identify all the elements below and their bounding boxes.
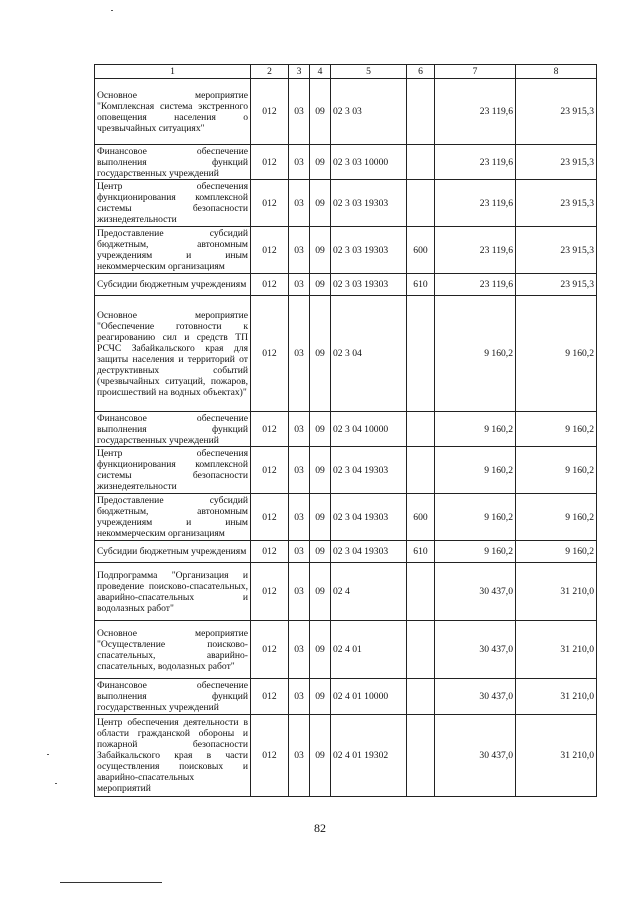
expense-type-cell	[407, 412, 435, 447]
expense-type-cell	[407, 621, 435, 679]
subsection-code-cell: 09	[310, 494, 331, 541]
item-name-cell: Центр обеспечения функционирования комплексной системы безопасности жизнедеятельности	[95, 447, 251, 494]
amount-year1-cell: 9 160,2	[435, 541, 516, 563]
table-row	[95, 180, 597, 227]
admin-code-cell: 012	[251, 145, 289, 180]
amount-year1-cell: 23 119,6	[435, 227, 516, 274]
subsection-code-cell: 09	[310, 541, 331, 563]
amount-year2-cell: 9 160,2	[516, 296, 597, 412]
header-cell: 8	[516, 65, 597, 79]
item-name-cell: Предоставление субсидий бюджетным, автономным учреждениям и иным некоммерческим организациям	[95, 494, 251, 541]
expense-type-cell	[407, 296, 435, 412]
admin-code-cell: 012	[251, 227, 289, 274]
amount-year1-cell: 23 119,6	[435, 274, 516, 296]
target-article-cell: 02 3 04 10000	[331, 412, 407, 447]
amount-year1-cell: 23 119,6	[435, 79, 516, 145]
section-code-cell: 03	[289, 412, 310, 447]
amount-year1-cell: 30 437,0	[435, 715, 516, 797]
admin-code-cell: 012	[251, 274, 289, 296]
amount-year2-cell: 9 160,2	[516, 447, 597, 494]
item-name-cell: Финансовое обеспечение выполнения функций государственных учреждений	[95, 145, 251, 180]
amount-year2-cell: 31 210,0	[516, 563, 597, 621]
table-row	[95, 715, 597, 797]
amount-year2-cell: 23 915,3	[516, 79, 597, 145]
subsection-code-cell: 09	[310, 227, 331, 274]
section-code-cell: 03	[289, 494, 310, 541]
target-article-cell: 02 3 03 10000	[331, 145, 407, 180]
admin-code-cell: 012	[251, 621, 289, 679]
item-name-cell: Финансовое обеспечение выполнения функций государственных учреждений	[95, 679, 251, 715]
item-name-cell: Финансовое обеспечение выполнения функций государственных учреждений	[95, 412, 251, 447]
amount-year1-cell: 30 437,0	[435, 679, 516, 715]
amount-year1-cell: 9 160,2	[435, 494, 516, 541]
page-number: 82	[314, 821, 326, 835]
section-code-cell: 03	[289, 296, 310, 412]
section-code-cell: 03	[289, 145, 310, 180]
expense-type-cell	[407, 715, 435, 797]
budget-table	[94, 64, 597, 797]
expense-type-cell	[407, 679, 435, 715]
amount-year1-cell: 30 437,0	[435, 563, 516, 621]
item-name-cell: Центр обеспечения деятельности в области гражданской обороны и пожарной безопасности Забайкальского края в части осуществления поисковых и аварийно-спасательных мероприятий	[95, 715, 251, 797]
expense-type-cell	[407, 180, 435, 227]
amount-year2-cell: 23 915,3	[516, 274, 597, 296]
table-row	[95, 412, 597, 447]
subsection-code-cell: 09	[310, 145, 331, 180]
section-code-cell: 03	[289, 715, 310, 797]
amount-year2-cell: 23 915,3	[516, 180, 597, 227]
expense-type-cell	[407, 145, 435, 180]
target-article-cell: 02 3 03 19303	[331, 180, 407, 227]
table-row	[95, 79, 597, 145]
expense-type-cell	[407, 79, 435, 145]
section-code-cell: 03	[289, 541, 310, 563]
scan-speck	[47, 754, 49, 755]
amount-year2-cell: 23 915,3	[516, 227, 597, 274]
admin-code-cell: 012	[251, 494, 289, 541]
header-cell: 2	[251, 65, 289, 79]
header-cell: 7	[435, 65, 516, 79]
header-cell: 6	[407, 65, 435, 79]
target-article-cell: 02 4 01 10000	[331, 679, 407, 715]
amount-year2-cell: 31 210,0	[516, 715, 597, 797]
table-row	[95, 679, 597, 715]
amount-year1-cell: 30 437,0	[435, 621, 516, 679]
amount-year2-cell: 9 160,2	[516, 494, 597, 541]
item-name-cell: Основное мероприятие "Обеспечение готовности к реагированию сил и средств ТП РСЧС Забайкальского края для защиты населения и территорий от деструктивных событий (чрезвычайных ситуаций, пожаров, происшествий на водных объектах)"	[95, 296, 251, 412]
expense-type-cell: 610	[407, 274, 435, 296]
target-article-cell: 02 3 03 19303	[331, 274, 407, 296]
target-article-cell: 02 3 04 19303	[331, 447, 407, 494]
subsection-code-cell: 09	[310, 180, 331, 227]
header-cell: 1	[95, 65, 251, 79]
amount-year1-cell: 9 160,2	[435, 447, 516, 494]
target-article-cell: 02 3 04	[331, 296, 407, 412]
amount-year1-cell: 23 119,6	[435, 180, 516, 227]
subsection-code-cell: 09	[310, 679, 331, 715]
subsection-code-cell: 09	[310, 412, 331, 447]
admin-code-cell: 012	[251, 679, 289, 715]
table-row	[95, 145, 597, 180]
table-row	[95, 541, 597, 563]
subsection-code-cell: 09	[310, 79, 331, 145]
header-cell: 3	[289, 65, 310, 79]
table-row	[95, 447, 597, 494]
expense-type-cell	[407, 563, 435, 621]
item-name-cell: Субсидии бюджетным учреждениям	[95, 274, 251, 296]
target-article-cell: 02 4 01	[331, 621, 407, 679]
section-code-cell: 03	[289, 563, 310, 621]
target-article-cell: 02 3 03 19303	[331, 227, 407, 274]
amount-year1-cell: 23 119,6	[435, 145, 516, 180]
target-article-cell: 02 4 01 19302	[331, 715, 407, 797]
section-code-cell: 03	[289, 447, 310, 494]
section-code-cell: 03	[289, 227, 310, 274]
footnote-separator	[60, 882, 162, 883]
item-name-cell: Центр обеспечения функционирования комплексной системы безопасности жизнедеятельности	[95, 180, 251, 227]
header-cell: 4	[310, 65, 331, 79]
item-name-cell: Предоставление субсидий бюджетным, автономным учреждениям и иным некоммерческим организациям	[95, 227, 251, 274]
admin-code-cell: 012	[251, 296, 289, 412]
table-row	[95, 274, 597, 296]
admin-code-cell: 012	[251, 412, 289, 447]
table-row	[95, 227, 597, 274]
item-name-cell: Субсидии бюджетным учреждениям	[95, 541, 251, 563]
table-row	[95, 296, 597, 412]
subsection-code-cell: 09	[310, 563, 331, 621]
subsection-code-cell: 09	[310, 715, 331, 797]
admin-code-cell: 012	[251, 715, 289, 797]
item-name-cell: Подпрограмма "Организация и проведение поисково-спасательных, аварийно-спасательных и водолазных работ"	[95, 563, 251, 621]
expense-type-cell: 610	[407, 541, 435, 563]
expense-type-cell: 600	[407, 227, 435, 274]
item-name-cell: Основное мероприятие "Комплексная система экстренного оповещения населения о чрезвычайных ситуациях"	[95, 79, 251, 145]
table-row	[95, 563, 597, 621]
table-header-row	[95, 65, 597, 79]
target-article-cell: 02 4	[331, 563, 407, 621]
amount-year1-cell: 9 160,2	[435, 296, 516, 412]
subsection-code-cell: 09	[310, 447, 331, 494]
table-row	[95, 621, 597, 679]
header-cell: 5	[331, 65, 407, 79]
target-article-cell: 02 3 04 19303	[331, 494, 407, 541]
subsection-code-cell: 09	[310, 296, 331, 412]
section-code-cell: 03	[289, 621, 310, 679]
amount-year2-cell: 31 210,0	[516, 621, 597, 679]
admin-code-cell: 012	[251, 79, 289, 145]
target-article-cell: 02 3 04 19303	[331, 541, 407, 563]
subsection-code-cell: 09	[310, 621, 331, 679]
section-code-cell: 03	[289, 679, 310, 715]
table-row	[95, 494, 597, 541]
subsection-code-cell: 09	[310, 274, 331, 296]
amount-year2-cell: 9 160,2	[516, 541, 597, 563]
expense-type-cell	[407, 447, 435, 494]
admin-code-cell: 012	[251, 180, 289, 227]
amount-year2-cell: 9 160,2	[516, 412, 597, 447]
section-code-cell: 03	[289, 79, 310, 145]
scan-speck	[111, 10, 113, 11]
amount-year1-cell: 9 160,2	[435, 412, 516, 447]
expense-type-cell: 600	[407, 494, 435, 541]
section-code-cell: 03	[289, 180, 310, 227]
scan-speck	[55, 783, 57, 784]
item-name-cell: Основное мероприятие "Осуществление поисково-спасательных, аварийно-спасательных, водолазных работ"	[95, 621, 251, 679]
target-article-cell: 02 3 03	[331, 79, 407, 145]
section-code-cell: 03	[289, 274, 310, 296]
admin-code-cell: 012	[251, 541, 289, 563]
admin-code-cell: 012	[251, 447, 289, 494]
admin-code-cell: 012	[251, 563, 289, 621]
amount-year2-cell: 31 210,0	[516, 679, 597, 715]
amount-year2-cell: 23 915,3	[516, 145, 597, 180]
